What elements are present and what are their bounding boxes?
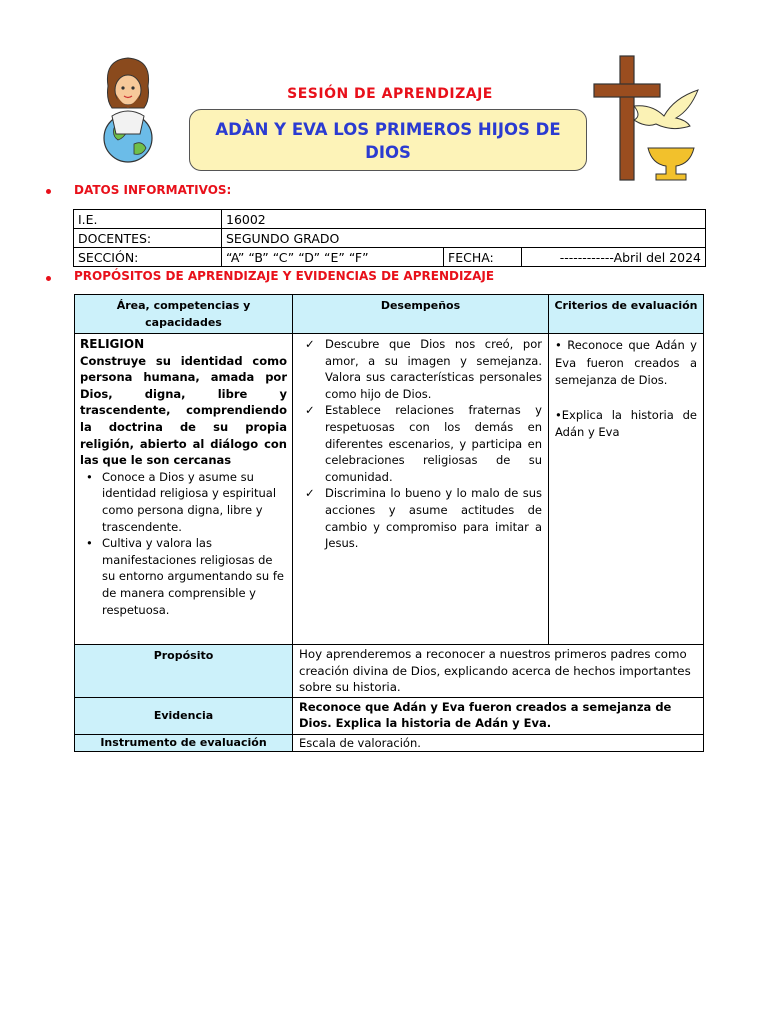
jesus-globe-illustration [92, 56, 164, 164]
list-item: • Conoce a Dios y asume su identidad religiosa y espiritual como persona digna, libre y trascendente. [102, 469, 287, 535]
col-header-area: Área, competencias y capacidades [75, 295, 293, 334]
docentes-value: SEGUNDO GRADO [222, 229, 706, 248]
instrumento-text: Escala de valoración. [293, 734, 704, 751]
list-item: ✓ Descubre que Dios nos creó, por amor, a su imagen y semejanza. Valora sus características personales como hijo de Dios. [305, 337, 542, 401]
cross-dove-chalice-illustration [590, 54, 710, 192]
check-icon: ✓ [305, 337, 315, 351]
capacidades-list [80, 469, 287, 618]
fecha-label: FECHA: [444, 248, 522, 267]
check-icon: ✓ [305, 486, 315, 501]
list-item: ✓ Establece relaciones fraternas y respetuosas con los demás en diferentes escenarios, y participa en celebraciones religiosas de su comunidad. [305, 403, 542, 484]
table-row [75, 645, 704, 698]
check-icon: ✓ [305, 403, 315, 418]
criterio-item: •Explica la historia de Adán y Eva [555, 407, 697, 439]
list-item: ✓ Discrimina lo bueno y lo malo de sus acciones y asume actitudes de cambio y compromiso para imitar a Jesus. [305, 486, 542, 551]
table-row [75, 334, 704, 645]
list-item: • Cultiva y valora las manifestaciones religiosas de su entorno argumentando su fe de manera comprensible y respetuosa. [102, 535, 287, 618]
table-row [74, 210, 706, 229]
docentes-label: DOCENTES: [74, 229, 222, 248]
evidencia-label: Evidencia [75, 697, 293, 734]
datos-table [73, 209, 706, 267]
session-label: SESIÓN DE APRENDIZAJE [287, 86, 493, 102]
table-row [75, 295, 704, 334]
fecha-value: ------------Abril del 2024 [522, 248, 706, 267]
ie-label: I.E. [74, 210, 222, 229]
proposito-text: Hoy aprenderemos a reconocer a nuestros primeros padres como creación divina de Dios, explicando acerca de hechos importantes sobre su historia. [293, 645, 704, 698]
competencia-text: Construye su identidad como persona humana, amada por Dios, digna, libre y trascendente, comprendiendo la doctrina de su propia religión, abierto al diálogo con las que le son cercanas [80, 353, 287, 468]
area-name: RELIGION [80, 337, 145, 351]
propositos-heading: PROPÓSITOS DE APRENDIZAJE Y EVIDENCIAS DE APRENDIZAJE [74, 269, 495, 283]
criterio-item: • Reconoce que Adán y Eva fueron creados a semejanza de Dios. [555, 338, 697, 387]
table-row [75, 697, 704, 734]
session-title: ADÀN Y EVA LOS PRIMEROS HIJOS DE DIOS [215, 120, 561, 162]
table-row [75, 734, 704, 751]
session-title-banner [189, 109, 587, 171]
bullet-icon [46, 189, 51, 194]
table-row [74, 229, 706, 248]
bullet-icon [46, 276, 51, 281]
seccion-value: “A” “B” “C” “D” “E” “F” [222, 248, 444, 267]
proposito-label: Propósito [75, 645, 293, 698]
aprendizaje-table [74, 294, 704, 752]
col-header-criterios: Criterios de evaluación [549, 295, 704, 334]
ie-value: 16002 [222, 210, 706, 229]
evidencia-text: Reconoce que Adán y Eva fueron creados a semejanza de Dios. Explica la historia de Adán y Eva. [293, 697, 704, 734]
instrumento-label: Instrumento de evaluación [75, 734, 293, 751]
table-row [74, 248, 706, 267]
seccion-label: SECCIÓN: [74, 248, 222, 267]
desempenos-list [299, 336, 542, 552]
col-header-desempenos: Desempeños [293, 295, 549, 334]
datos-heading: DATOS INFORMATIVOS: [74, 183, 232, 197]
